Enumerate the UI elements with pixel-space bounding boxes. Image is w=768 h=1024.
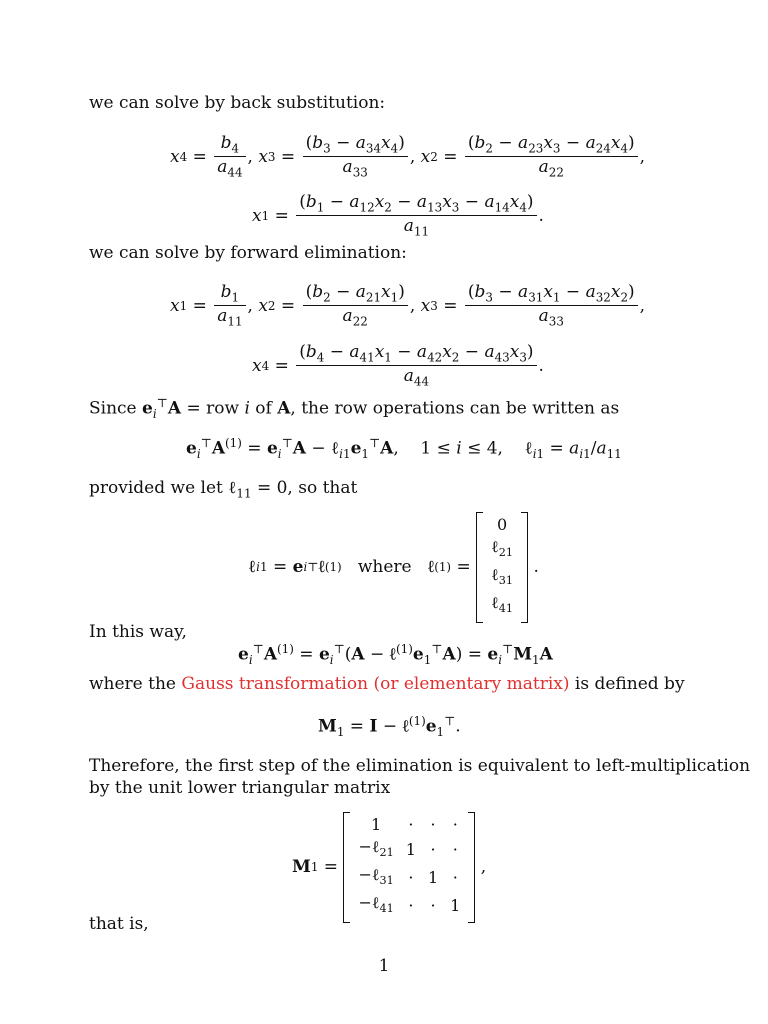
text-row: = row	[181, 398, 245, 419]
text-provided: provided we let ℓ	[89, 478, 237, 498]
paragraph-provided	[89, 478, 357, 500]
text-where: where	[357, 557, 412, 578]
paragraph-forward-elimination: we can solve by forward elimination:	[89, 243, 407, 263]
paragraph-back-substitution: we can solve by back substitution:	[89, 93, 386, 113]
paragraph-therefore-line1: Therefore, the first step of the elimination is equivalent to left-multiplication	[89, 756, 751, 776]
equation-row-operations: $e_i^⊤A^{(1)} = e_i^⊤A$ − $\ell_{i1}e_1^⊤A$, 1 ≤ i ≤ 4, ℓ$_{i1}$ = $a_{i1}/a_{11}$	[186, 436, 622, 462]
paragraph-therefore-line2: by the unit lower triangular matrix	[89, 778, 391, 798]
paragraph-in-this-way: In this way,	[89, 622, 187, 642]
equation-back-substitution-1: x 4 = $\frac{b_4}{a_{44}}$ , x 3 = $\frac{(b_3 - a_{34}x_4)}{a_{33}}$ , x 2 = $\frac{(b_2 - a_{23}x_3 - a_{24}x_4)}{a_{22}}$ ,	[170, 133, 646, 180]
link-gauss-transformation[interactable]: Gauss transformation (or elementary matrix)	[181, 674, 570, 694]
text-of: of	[249, 398, 278, 419]
equation-forward-elimination-2: x 4 = $\frac{(b_4 - a_{41}x_1 - a_{42}x_2 - a_{43}x_3)}{a_{44}}$ .	[252, 342, 544, 389]
paragraph-row-operations: Since $e_i^⊤A$ = row i of A, the row operations can be written as	[89, 396, 620, 422]
equation-forward-elimination-1: x 1 = $\frac{b_1}{a_{11}}$ , x 2 = $\frac{(b_2 - a_{21}x_1)}{a_{22}}$ , x 3 = $\frac{(b_3 - a_{31}x_1 - a_{32}x_2)}{a_{33}}$ ,	[170, 282, 646, 329]
text-since: Since	[89, 398, 143, 419]
paragraph-gauss-transformation	[89, 674, 685, 694]
equation-m1-matrix: M 1 = 1 · · · −ℓ$_{21}$ 1 · · −ℓ$_{31}$ · 1 · −ℓ$_{41}$ · · 1 ,	[292, 812, 486, 923]
equation-m1-definition: $M_1 = I$ − $\ell^{(1)}e_1^⊤$.	[318, 714, 461, 740]
equation-ell-vector: ℓ i1 = e i ⊤ ℓ (1) where ℓ (1) = 0 ℓ$_{21}$ ℓ$_{31}$ ℓ$_{41}$ .	[248, 512, 539, 623]
paragraph-that-is: that is,	[89, 914, 149, 934]
text-is-defined-by: is defined by	[569, 674, 685, 694]
equation-back-substitution-2: x 1 = $\frac{(b_1 - a_{12}x_2 - a_{13}x_3 - a_{14}x_4)}{a_{11}}$ .	[252, 192, 544, 239]
text-so-that: = 0, so that	[251, 478, 358, 498]
vector-ell-1: 0 ℓ$_{21}$ ℓ$_{31}$ ℓ$_{41}$	[476, 512, 528, 623]
equation-m1-a: $e_i^⊤A^{(1)} = e_i^⊤(A$ − $\ell^{(1)}e_1^⊤A) = e_i^⊤M_1A$	[238, 642, 553, 668]
matrix-m1: 1 · · · −ℓ$_{21}$ 1 · · −ℓ$_{31}$ · 1 · −ℓ$_{41}$ · · 1	[343, 812, 475, 923]
page-number: 1	[378, 956, 390, 976]
text-provided-sub: 11	[236, 486, 252, 501]
text-row-ops-written: , the row operations can be written as	[290, 398, 620, 419]
text-where-the: where the	[89, 674, 182, 694]
